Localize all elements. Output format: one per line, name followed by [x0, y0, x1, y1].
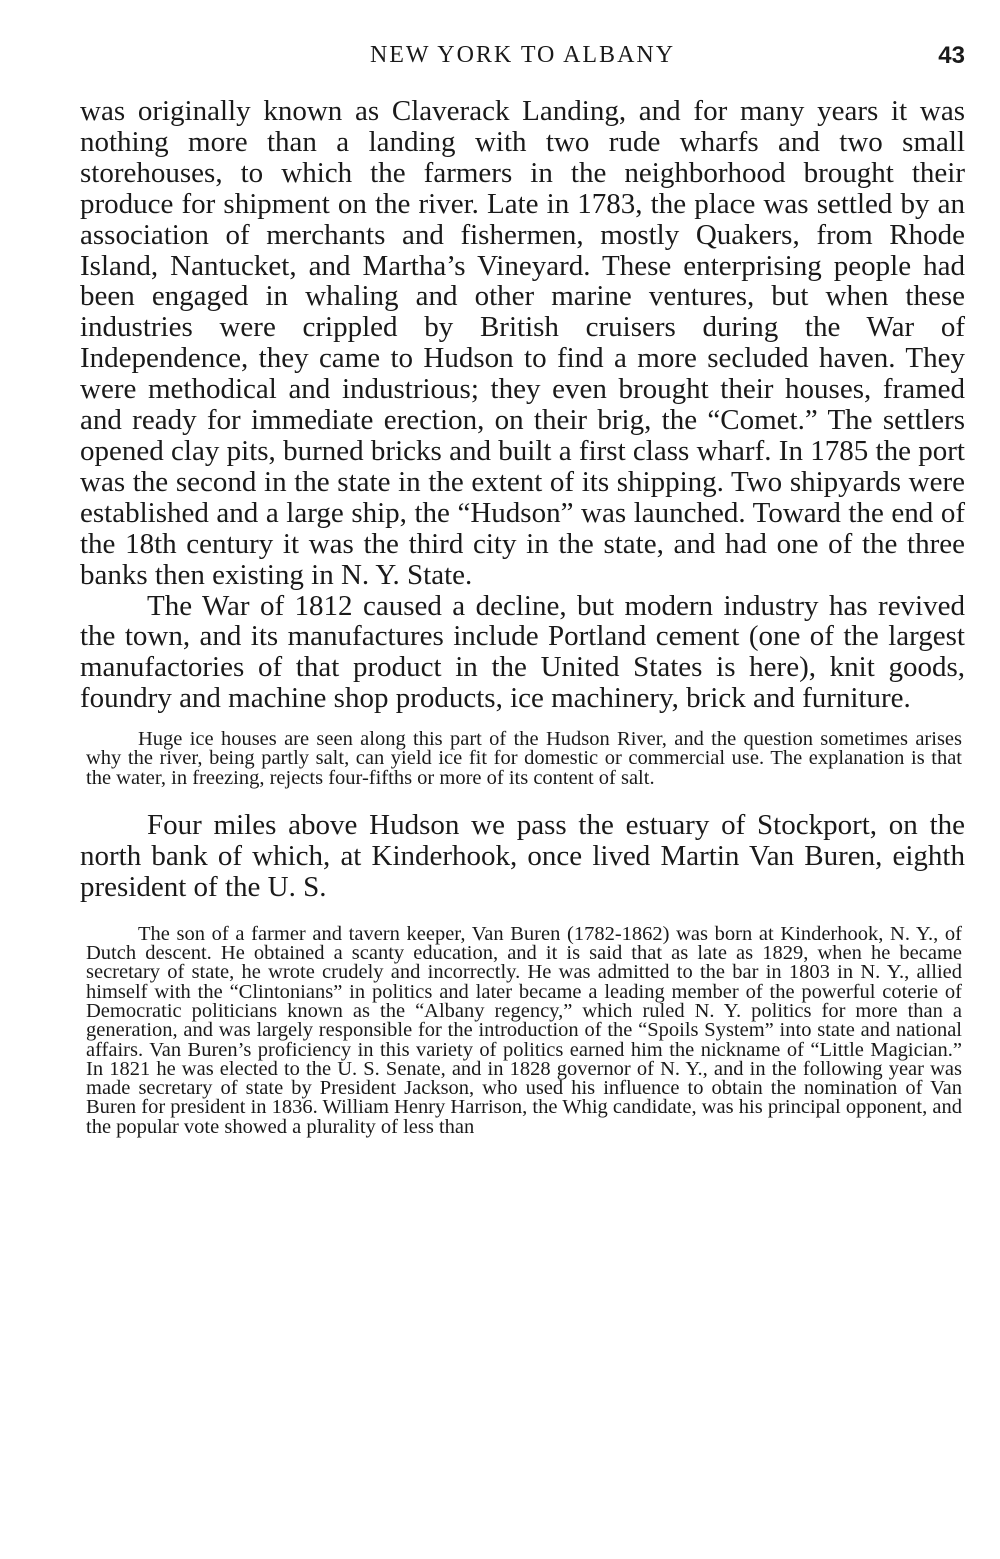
body-paragraph: Four miles above Hudson we pass the estuary of Stockport, on the north bank of which, at Kinderhook, once lived Martin Van Buren, eighth president of the U. S. [80, 809, 965, 903]
van-buren-note: The son of a farmer and tavern keeper, Van Buren (1782-1862) was born at Kinderhook, N. Y., of Dutch descent. He obtained a scanty education, and it is said that as late as 1829, when he became secretary of state, he wrote crudely and incorrectly. He was admitted to the bar in 1803 in N. Y., allied himself with the “Clintonians” in politics and later became a leading member of the powerful coterie of Democratic politicians known as the “Albany regency,” which ruled N. Y. politics for more than a generation, and was largely responsible for the introduction of the “Spoils System” into state and national affairs. Van Buren’s proficiency in this variety of politics earned him the nickname of “Little Magician.” In 1821 he was elected to the U. S. Senate, and in 1828 governor of N. Y., and in the following year was made secretary of state by President Jackson, who used his influence to obtain the nomination of Van Buren for president in 1836. William Henry Harrison, the Whig candidate, was his principal opponent, and the popular vote showed a plurality of less than [86, 922, 962, 1138]
running-head [80, 38, 965, 78]
page-number: 43 [938, 42, 965, 69]
ice-houses-note: Huge ice houses are seen along this part of the Hudson River, and the question sometimes arises why the river, being partly salt, can yield ice fit for domestic or commercial use. The explanation is that the water, in freezing, rejects four-fifths or more of its content of salt. [86, 728, 962, 789]
body-paragraph: The War of 1812 caused a decline, but modern industry has revived the town, and its manufactures include Portland cement (one of the largest manufactories of that product in the United States is here), knit goods, foundry and machine shop products, ice machinery, brick and furniture. [80, 589, 965, 715]
running-title: NEW YORK TO ALBANY [369, 42, 676, 68]
page [80, 38, 965, 1137]
body-paragraph: was originally known as Claverack Landing, and for many years it was nothing more than a landing with two rude wharfs and two small storehouses, to which the farmers in the neighborhood brought their produce for shipment on the river. Late in 1783, the place was settled by an association of merchants and fishermen, mostly Quakers, from Rhode Island, Nantucket, and Martha’s Vineyard. These enterprising people had been engaged in whaling and other marine ventures, but when these industries were crippled by British cruisers during the War of Independence, they came to Hudson to find a more secluded haven. They were methodical and industrious; they even brought their houses, framed and ready for immediate erection, on their brig, the “Comet.” The settlers opened clay pits, burned bricks and built a first class wharf. In 1785 the port was the second in the state in the extent of its shipping. Two shipyards were established and a large ship, the “Hudson” was launched. Toward the end of the 18th century it was the third city in the state, and had one of the three banks then existing in N. Y. State. [80, 95, 965, 591]
